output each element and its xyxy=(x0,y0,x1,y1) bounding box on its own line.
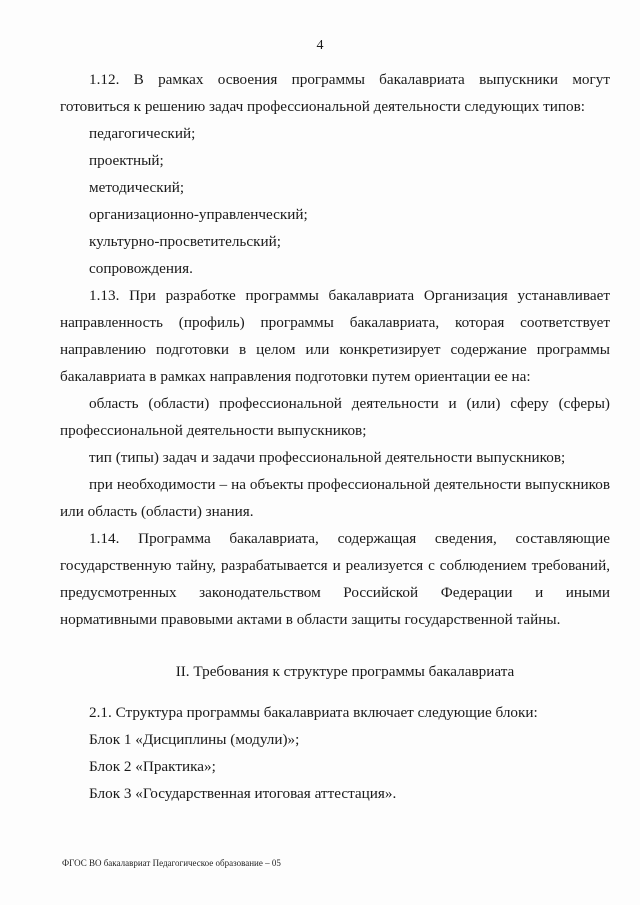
section-spacer xyxy=(60,685,610,699)
list-item-block: Блок 3 «Государственная итоговая аттестация». xyxy=(89,785,397,802)
document-body xyxy=(60,66,610,807)
list-item-type: педагогический; xyxy=(89,125,196,142)
paragraph-1-14: 1.14. Программа бакалавриата, содержащая сведения, составляющие государственную тайну, разрабатывается и реализуется с соблюдением требований, предусмотренных законодательством Российской Федерации и иными нормативными правовыми актами в области защиты государственной тайны. xyxy=(60,530,610,628)
paragraph-2-1: 2.1. Структура программы бакалавриата включает следующие блоки: xyxy=(89,704,538,721)
section-title: II. Требования к структуре программы бакалавриата xyxy=(175,663,515,680)
page-number: 4 xyxy=(316,38,324,53)
list-item-block: Блок 1 «Дисциплины (модули)»; xyxy=(89,731,300,748)
list-item-type: культурно-просветительский; xyxy=(89,233,281,250)
list-item-orientation: область (области) профессиональной деятельности и (или) сферу (сферы) профессиональной деятельности выпускников; xyxy=(60,395,610,439)
list-item-type: сопровождения. xyxy=(89,260,193,277)
section-spacer xyxy=(60,633,610,658)
page-footer: ФГОС ВО бакалавриат Педагогическое образование – 05 xyxy=(62,858,281,868)
paragraph-1-12: 1.12. В рамках освоения программы бакалавриата выпускники могут готовиться к решению задач профессиональной деятельности следующих типов: xyxy=(60,71,610,115)
list-item-block: Блок 2 «Практика»; xyxy=(89,758,216,775)
list-item-orientation: тип (типы) задач и задачи профессиональной деятельности выпускников; xyxy=(89,449,566,466)
list-item-type: методический; xyxy=(89,179,185,196)
list-item-orientation: при необходимости – на объекты профессиональной деятельности выпускников или область (области) знания. xyxy=(60,476,610,520)
list-item-type: проектный; xyxy=(89,152,164,169)
list-item-type: организационно-управленческий; xyxy=(89,206,308,223)
paragraph-1-13: 1.13. При разработке программы бакалавриата Организация устанавливает направленность (профиль) программы бакалавриата, которая соответствует направлению подготовки в целом или конкретизирует содержание программы бакалавриата в рамках направления подготовки путем ориентации ее на: xyxy=(60,287,610,385)
